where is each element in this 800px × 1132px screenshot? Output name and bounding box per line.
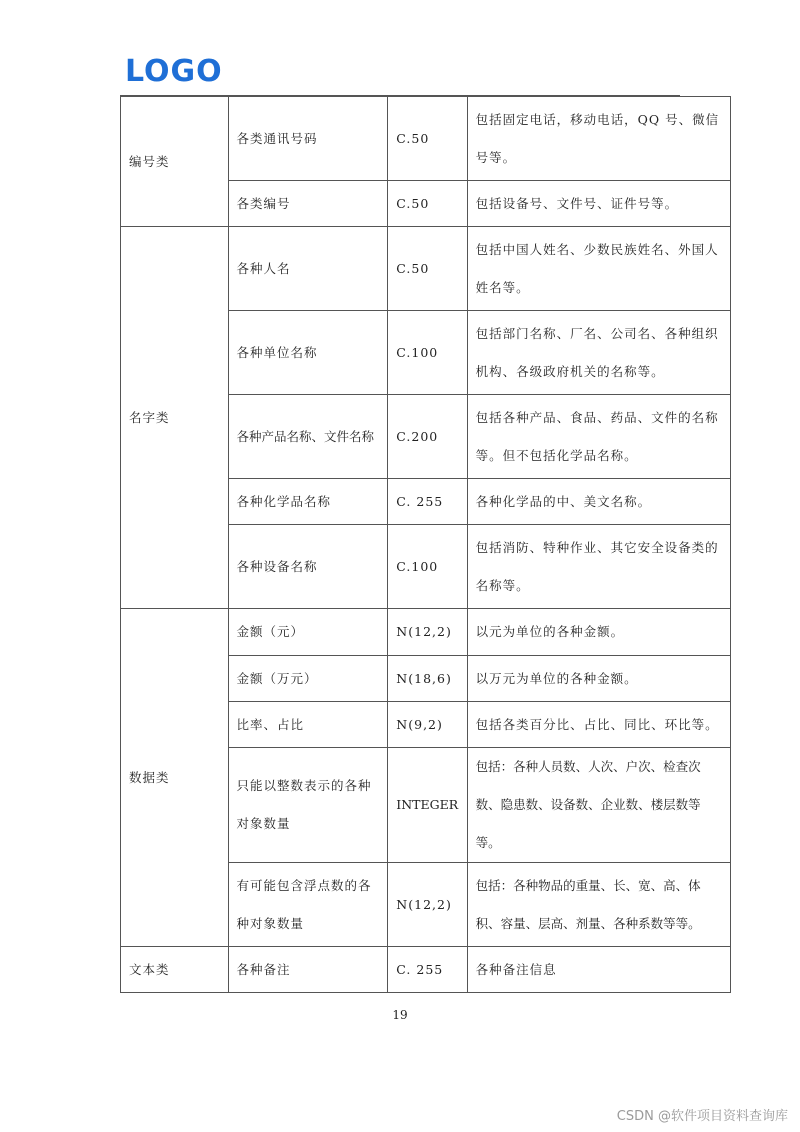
field-name-cell: 各类通讯号码: [228, 97, 388, 181]
field-type-table: [120, 96, 731, 993]
field-name-cell: 各类编号: [228, 181, 388, 227]
field-desc-cell: 包括各类百分比、占比、同比、环比等。: [467, 702, 730, 748]
field-desc-cell: 以元为单位的各种金额。: [467, 609, 730, 656]
field-type-cell: N(18,6): [388, 656, 467, 702]
field-type-cell: N(9,2): [388, 702, 467, 748]
table-row: [121, 947, 731, 993]
field-name-cell: 各种单位名称: [228, 311, 388, 395]
field-name-cell: 各种设备名称: [228, 525, 388, 609]
field-desc-cell: 包括中国人姓名、少数民族姓名、外国人姓名等。: [467, 227, 730, 311]
field-name-cell: 金额（元）: [228, 609, 388, 656]
field-desc-cell: 包括消防、特种作业、其它安全设备类的名称等。: [467, 525, 730, 609]
field-type-cell: C.100: [388, 525, 467, 609]
field-name-cell: 比率、占比: [228, 702, 388, 748]
field-name-cell: 各种化学品名称: [228, 479, 388, 525]
field-desc-cell: 包括：各种人员数、人次、户次、检查次数、隐患数、设备数、企业数、楼层数等等。: [467, 748, 730, 863]
category-cell: 名字类: [121, 227, 229, 609]
logo: LOGO: [125, 54, 223, 89]
category-cell: 编号类: [121, 97, 229, 227]
category-cell: 数据类: [121, 609, 229, 947]
page-number: 19: [392, 1008, 408, 1022]
field-type-cell: C.100: [388, 311, 467, 395]
field-type-cell: N(12,2): [388, 609, 467, 656]
field-type-cell: C.50: [388, 97, 467, 181]
field-type-cell: C.50: [388, 227, 467, 311]
table-row: [121, 97, 731, 181]
field-desc-cell: 各种备注信息: [467, 947, 730, 993]
field-type-cell: C. 255: [388, 947, 467, 993]
field-name-cell: 有可能包含浮点数的各种对象数量: [228, 863, 388, 947]
field-type-cell: INTEGER: [388, 748, 467, 863]
field-desc-cell: 包括设备号、文件号、证件号等。: [467, 181, 730, 227]
field-name-cell: 只能以整数表示的各种对象数量: [228, 748, 388, 863]
field-desc-cell: 以万元为单位的各种金额。: [467, 656, 730, 702]
field-desc-cell: 包括各种产品、食品、药品、文件的名称等。但不包括化学品名称。: [467, 395, 730, 479]
field-type-cell: C.200: [388, 395, 467, 479]
field-type-cell: N(12,2): [388, 863, 467, 947]
field-desc-cell: 包括：各种物品的重量、长、宽、高、体积、容量、层高、剂量、各种系数等等。: [467, 863, 730, 947]
field-desc-cell: 各种化学品的中、美文名称。: [467, 479, 730, 525]
table-row: [121, 609, 731, 656]
field-type-cell: C. 255: [388, 479, 467, 525]
field-name-cell: 各种备注: [228, 947, 388, 993]
field-desc-cell: 包括固定电话，移动电话，QQ 号、微信号等。: [467, 97, 730, 181]
table-row: [121, 227, 731, 311]
field-name-cell: 各种产品名称、文件名称: [228, 395, 388, 479]
field-name-cell: 各种人名: [228, 227, 388, 311]
watermark: CSDN @软件项目资料查询库: [616, 1109, 788, 1124]
field-name-cell: 金额（万元）: [228, 656, 388, 702]
field-type-cell: C.50: [388, 181, 467, 227]
field-desc-cell: 包括部门名称、厂名、公司名、各种组织机构、各级政府机关的名称等。: [467, 311, 730, 395]
category-cell: 文本类: [121, 947, 229, 993]
